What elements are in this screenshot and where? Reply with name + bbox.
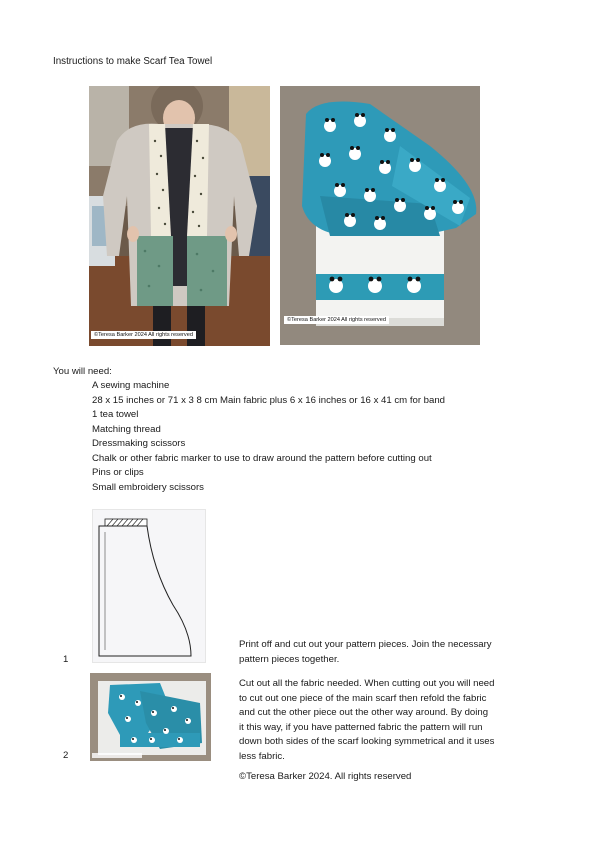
needs-item: Pins or clips <box>92 467 144 478</box>
document-title: Instructions to make Scarf Tea Towel <box>53 56 213 67</box>
photo-folded-panda-scarf <box>280 86 480 345</box>
pattern-piece-drawing <box>93 510 205 662</box>
needs-item: Chalk or other fabric marker to use to draw around the pattern before cutting out <box>92 452 432 464</box>
needs-heading: You will need: <box>53 366 112 377</box>
needs-item: Small embroidery scissors <box>92 481 204 493</box>
step-line: and cut the other piece out the other way around. By doing <box>239 707 489 719</box>
step-line: less fabric. <box>239 750 285 762</box>
cut-fabric-photo <box>90 673 211 761</box>
photo-panda-scarf-illustration <box>280 86 480 345</box>
step-line: Cut out all the fabric needed. When cutting out you will need <box>239 678 495 689</box>
step-number-2: 2 <box>63 750 69 761</box>
photo-caption-left: ©Teresa Barker 2024 All rights reserved <box>91 331 196 339</box>
step-1-text <box>239 638 492 667</box>
needs-item: A sewing machine <box>92 380 170 391</box>
copyright-notice: ©Teresa Barker 2024. All rights reserved <box>239 771 412 782</box>
step-number-1: 1 <box>63 654 69 665</box>
needs-item: Dressmaking scissors <box>92 438 186 449</box>
step-line: it this way, if you have patterned fabric the pattern will run <box>239 721 483 733</box>
photo-caption-right: ©Teresa Barker 2024 All rights reserved <box>284 316 389 324</box>
needs-item: Matching thread <box>92 423 161 435</box>
step-line: Print off and cut out your pattern pieces. Join the necessary <box>239 639 492 650</box>
photo-woman-illustration <box>89 86 270 346</box>
step-line: pattern pieces together. <box>239 653 340 665</box>
step-line: down both sides of the scarf looking symmetrical and it uses <box>239 736 495 748</box>
step-2-text <box>239 677 494 765</box>
pattern-piece-image <box>92 509 206 663</box>
needs-list <box>92 379 445 495</box>
needs-item: 28 x 15 inches or 71 x 3 8 cm Main fabric plus 6 x 16 inches or 16 x 41 cm for band <box>92 394 446 406</box>
step-line: to cut out one piece of the main scarf then refold the fabric <box>239 692 487 704</box>
needs-item: 1 tea towel <box>92 409 139 420</box>
cut-fabric-illustration <box>90 673 211 761</box>
photo-woman-wearing-scarf <box>89 86 270 346</box>
